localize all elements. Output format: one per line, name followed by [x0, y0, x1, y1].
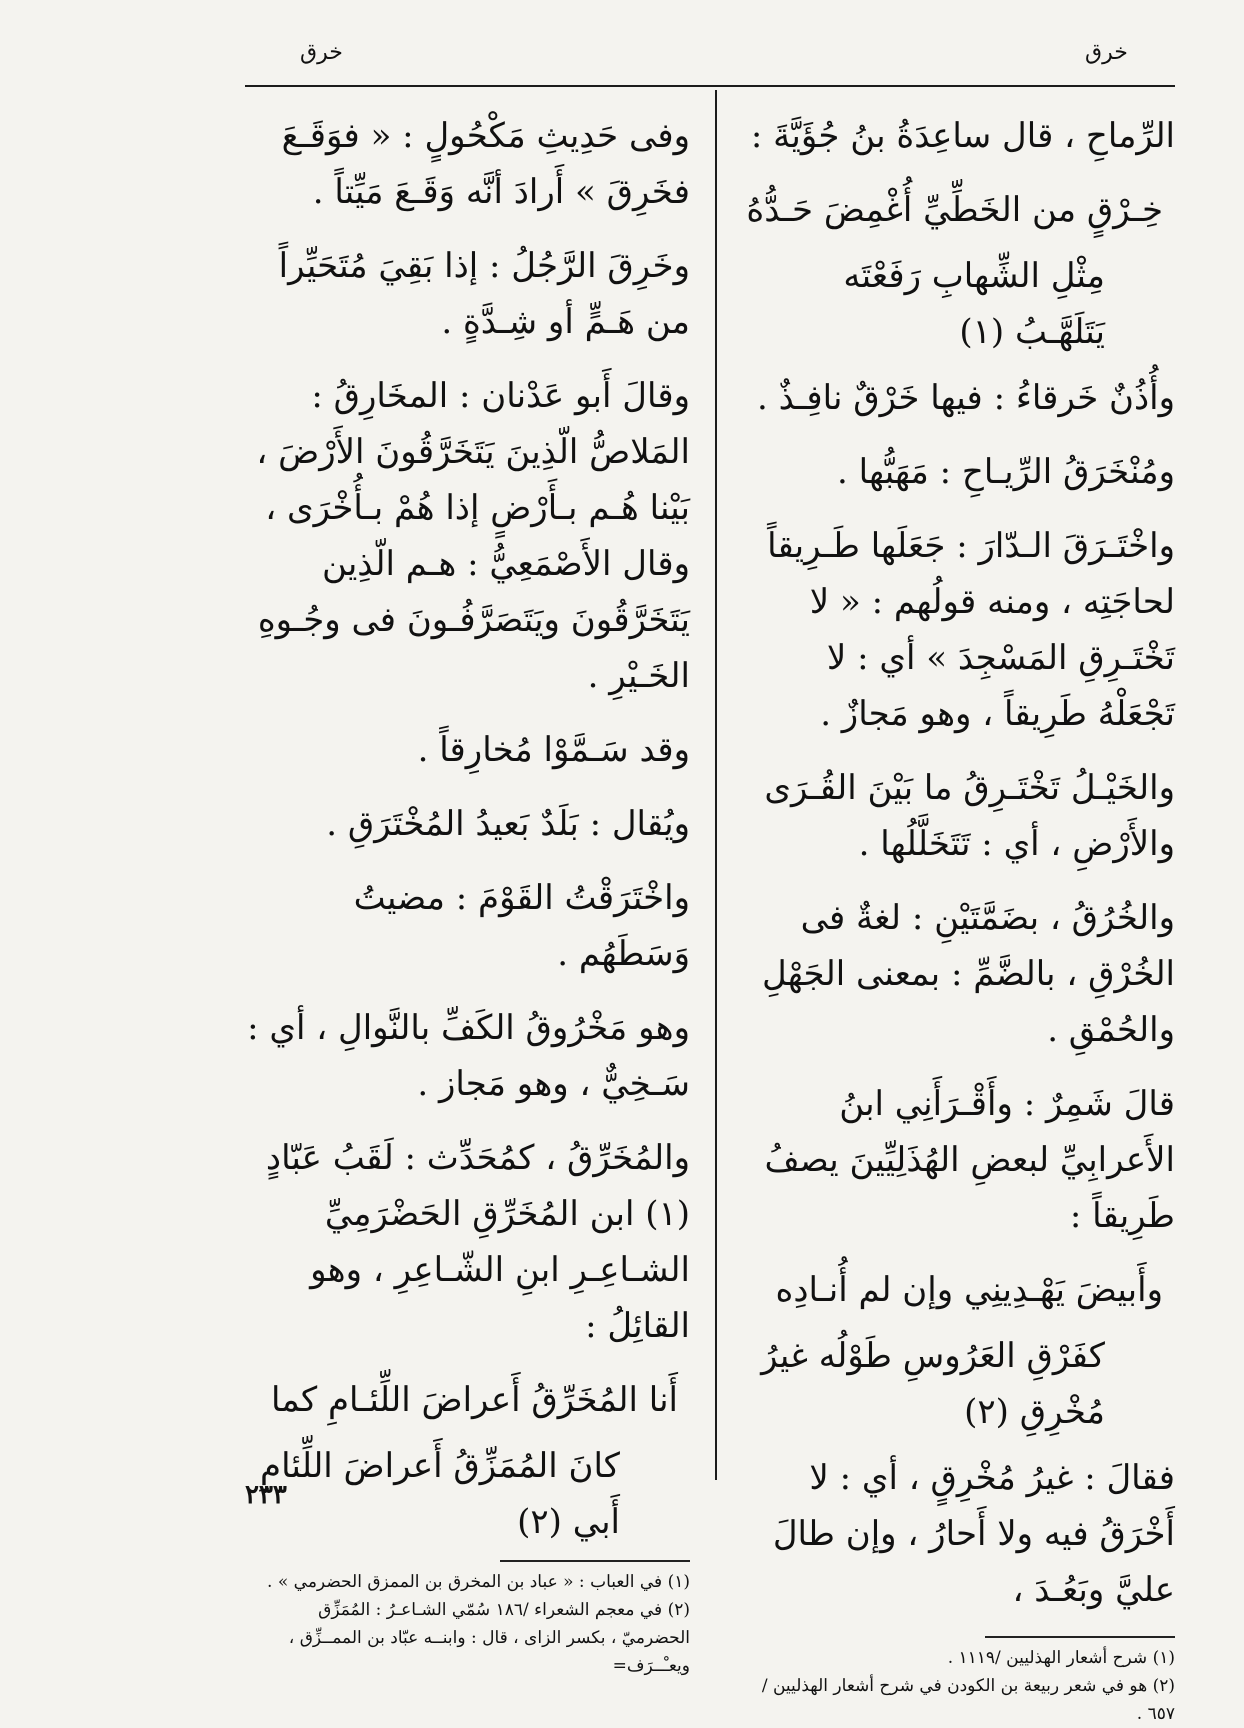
- paragraph: ويُقال : بَلَدٌ بَعيدُ المُخْتَرَقِ .: [326, 804, 690, 844]
- footnote: (٢) في معجم الشعراء /١٨٦ سُمّي الشـاعـرُ : المُمَزِّق الحضرميّ ، بكسر الزاى ، قال : وابنــه عبّاد بن الممــزِّق ، ويعـْــرَف=: [288, 1600, 690, 1676]
- paragraph: وفى حَدِيثِ مَكْحُولٍ : « فوَقَـعَ فخَرِقَ » أَرادَ أنَّه وَقَـعَ مَيِّتاً .: [281, 116, 690, 212]
- footnote: (٢) هو في شعر ربيعة بن الكودن في شرح أشعار الهذليين / ٦٥٧ .: [761, 1676, 1175, 1724]
- paragraph: وخَرِقَ الرَّجُلُ : إذا بَقِيَ مُتَحَيِّراً من هَـمٍّ أو شِـدَّةٍ .: [278, 246, 690, 342]
- paragraph: وقد سَـمَّوْا مُخارِقاً .: [417, 730, 690, 770]
- footnote-rule: [500, 1560, 690, 1562]
- paragraph: الرِّماحِ ، قال ساعِدَةُ بنُ جُؤَيَّةَ :: [750, 116, 1175, 156]
- column-divider: [715, 90, 717, 1480]
- paragraph: فقالَ : غيرُ مُخْرِقٍ ، أي : لا أَخْرَقُ فيه ولا أَحارُ ، وإن طالَ عليَّ وبَعُـدَ ،: [772, 1458, 1175, 1610]
- poem-line: وأَبيضَ يَهْـدِينِي وإن لم أُنـادِه: [775, 1270, 1163, 1310]
- poem-line: خِـرْقٍ من الخَطِّيِّ أُغْمِضَ حَـدُّهُ: [746, 190, 1163, 230]
- top-rule: [245, 85, 1175, 87]
- poem-line: كانَ المُمَزِّقُ أَعراضَ اللِّئامِ أَبي (٢): [260, 1446, 620, 1542]
- paragraph: واخْتَـرَقَ الـدّارَ : جَعَلَها طَـرِيقاً لحاجَتِه ، ومنه قولُهم : « لا تَخْتَـرِقِ المَسْجِدَ » أي : لا تَجْعَلْهُ طَرِيقاً ، وهو مَجازٌ .: [767, 526, 1175, 734]
- paragraph: والخَيْـلُ تَخْتَـرِقُ ما بَيْنَ القُـرَى والأَرْضِ ، أي : تَتَخَلَّلُها .: [764, 768, 1175, 864]
- poem-line: مِثْلِ الشِّهابِ رَفَعْتَه يَتَلَهَّـبُ (١): [843, 256, 1105, 352]
- footnote-rule: [985, 1636, 1175, 1638]
- paragraph: واخْتَرَقْتُ القَوْمَ : مضيتُ وَسَطَهُم .: [353, 878, 690, 974]
- poem-line: كفَرْقِ العَرُوسِ طَوْلُه غيرُ مُخْرِقِ (٢): [761, 1336, 1105, 1432]
- header-word-right: خرق: [1085, 40, 1128, 65]
- paragraph: وأُذُنٌ خَرقاءُ : فيها خَرْقٌ نافِـذٌ .: [756, 378, 1175, 418]
- header-word-left: خرق: [300, 40, 343, 65]
- footnote: (١) شرح أشعار الهذليين /١١١٩ .: [947, 1648, 1175, 1668]
- left-column: [245, 108, 690, 1680]
- paragraph: والمُخَرِّقُ ، كمُحَدِّث : لَقَبُ عَبّادٍ (١) ابن المُخَرِّقِ الحَضْرَمِيِّ الشـاعِـرِ ابنِ الشّـاعِرِ ، وهو القائِلُ :: [265, 1138, 690, 1346]
- paragraph: ومُنْخَرَقُ الرِّيـاحِ : مَهَبُّها .: [837, 452, 1175, 492]
- paragraph: والخُرُقُ ، بضَمَّتَيْنِ : لغةٌ فى الخُرْقِ ، بالضَّمِّ : بمعنى الجَهْلِ والحُمْقِ .: [762, 898, 1175, 1050]
- paragraph: وهو مَخْرُوقُ الكَفِّ بالنَّوالِ ، أي : سَـخِيٌّ ، وهو مَجاز .: [247, 1008, 690, 1104]
- footnotes: [745, 1644, 1175, 1728]
- page-number: ٢٣٣: [245, 1480, 287, 1510]
- paragraph: وقالَ أَبو عَدْنان : المخَارِقُ : المَلاصُّ الّذِينَ يَتَخَرَّقُونَ الأَرْضَ ، بَيْنا هُـم بـأَرْضٍ إذا هُمْ بـأُخْرَى ، وقال الأَصْمَعِيُّ : هـم الّذِين يَتَخَرَّقُونَ ويَتَصَرَّفُـونَ فى وجُـوهِ الخَـيْرِ .: [256, 376, 690, 696]
- footnote: (١) في العباب : « عباد بن المخرق بن الممزق الحضرمي » .: [267, 1572, 690, 1592]
- footnotes: [245, 1568, 690, 1680]
- right-column: [745, 108, 1175, 1728]
- paragraph: قالَ شَمِرٌ : وأَقْـرَأَنِي ابنُ الأَعرابِيِّ لبعضِ الهُذَلِيِّينَ يصفُ طَرِيقاً :: [764, 1084, 1175, 1236]
- poem-line: أَنا المُخَرِّقُ أَعراضَ اللِّئـامِ كما: [271, 1380, 678, 1420]
